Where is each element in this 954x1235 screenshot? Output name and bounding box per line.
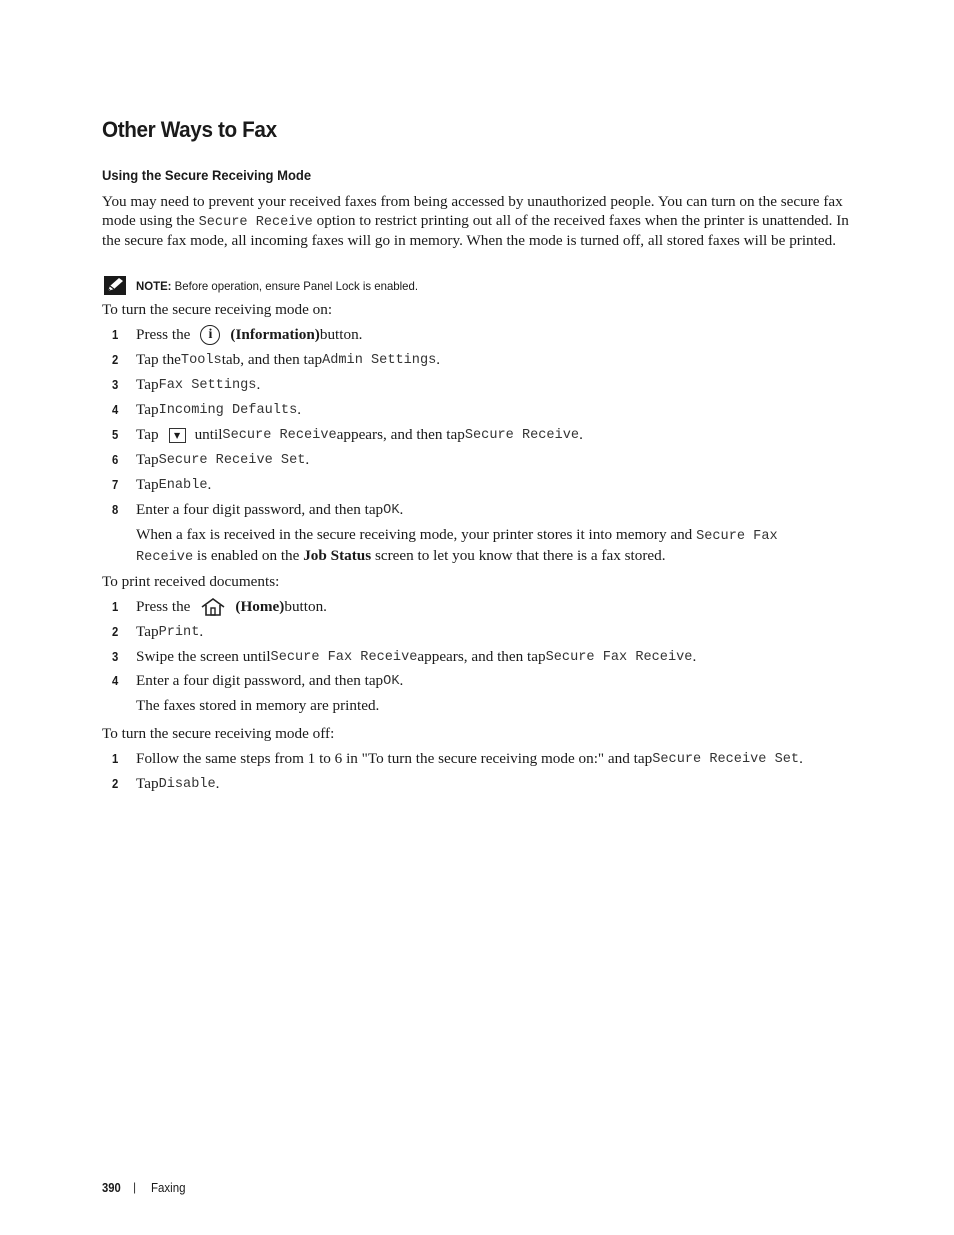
step-text: Follow the same steps from 1 to 6 in "To turn the secure receiving mode on:" and tap [136, 750, 653, 767]
step-text: . [256, 376, 261, 393]
page-title: Other Ways to Fax [102, 117, 277, 142]
step-number: 2 [112, 353, 119, 367]
step-code: Secure Receive Set [652, 751, 800, 767]
print-step-1 [112, 597, 327, 617]
step-number: 1 [112, 328, 119, 342]
step-text: . [297, 401, 302, 418]
result-bold: Job Status [303, 546, 372, 564]
step-code: Secure Receive Set [158, 452, 306, 468]
step-text: . [579, 426, 583, 443]
scroll-down-icon: ▼ [169, 428, 186, 443]
information-icon: i [200, 325, 220, 345]
print-step-2 [112, 622, 203, 642]
result-text: is enabled on the [193, 546, 304, 564]
on-step-8 [112, 500, 403, 520]
note-box [104, 276, 433, 295]
step-number: 4 [112, 674, 119, 688]
step-code: Print [158, 624, 200, 640]
step-text: button. [319, 326, 363, 343]
step-code: Admin Settings [322, 352, 437, 368]
step-text: . [207, 476, 212, 493]
note-label: NOTE: [136, 278, 172, 293]
home-icon [200, 597, 226, 617]
footer-separator: | [133, 1180, 137, 1194]
step-text: Tap [136, 426, 159, 443]
step-text: tab, and then tap [221, 351, 323, 368]
step-text: . [199, 623, 204, 640]
step-code: Secure Fax Receive [270, 649, 418, 665]
on-step-7 [112, 475, 211, 495]
turn-on-lead: To turn the secure receiving mode on: [102, 301, 333, 318]
result-code: Secure Fax Receive [136, 529, 778, 565]
step-code: OK [383, 502, 400, 518]
step-code: Disable [158, 776, 216, 792]
step-code: Secure Receive [222, 427, 337, 443]
intro-text-2: option to restrict printing out all of the received faxes when the printer is unattended. In the secure fax mode, all incoming faxes will go in memory. When the mode is turned off, all stored faxes will be printed. [102, 211, 849, 249]
step-code: Enable [158, 477, 208, 493]
step-text: Tap [136, 623, 159, 640]
print-lead: To print received documents: [102, 573, 280, 590]
pencil-note-icon [104, 276, 126, 295]
result-text: When a fax is received in the secure receiving mode, your printer stores it into memory and [136, 526, 697, 543]
step-number: 7 [112, 478, 119, 492]
step-code: Secure Receive [464, 427, 580, 443]
step-code: Incoming Defaults [158, 402, 298, 418]
step-number: 1 [112, 600, 119, 614]
on-result [136, 526, 836, 567]
step-number: 2 [112, 625, 119, 639]
step-text: appears, and then tap [336, 426, 465, 443]
step-text: . [436, 351, 441, 368]
print-result: The faxes stored in memory are printed. [136, 697, 380, 714]
turn-off-lead: To turn the secure receiving mode off: [102, 725, 335, 742]
step-number: 2 [112, 777, 119, 791]
note-body: Before operation, ensure Panel Lock is enabled. [171, 278, 419, 293]
step-text: . [305, 451, 310, 468]
step-text: Tap [136, 775, 159, 792]
step-number: 8 [112, 503, 119, 517]
print-step-4 [112, 671, 403, 691]
step-text: Tap [136, 401, 159, 418]
on-step-4 [112, 400, 301, 420]
step-number: 3 [112, 650, 119, 664]
step-text: until [194, 426, 223, 443]
step-code: OK [383, 673, 400, 689]
section-heading: Using the Secure Receiving Mode [102, 167, 312, 183]
on-step-1 [112, 325, 362, 345]
step-bold: (Information) [230, 326, 320, 343]
step-text: Tap [136, 451, 159, 468]
page-number: 390 [102, 1181, 121, 1195]
intro-text-1: You may need to prevent your received faxes from being accessed by unauthorized people. You can turn on the secure fax mode using the [102, 193, 843, 229]
intro-paragraph [102, 193, 852, 251]
step-number: 6 [112, 453, 119, 467]
intro-code: Secure Receive [198, 214, 313, 230]
on-step-6 [112, 450, 309, 470]
step-number: 5 [112, 428, 119, 442]
step-text: Enter a four digit password, and then tap [136, 672, 384, 689]
step-text: Tap the [136, 351, 181, 368]
step-text: button. [284, 598, 327, 615]
step-text: . [399, 672, 404, 689]
on-step-3 [112, 375, 260, 395]
step-code: Secure Fax Receive [545, 649, 693, 665]
step-text: . [215, 775, 220, 792]
step-number: 1 [112, 752, 119, 766]
step-code: Tools [180, 352, 222, 368]
step-text: Press the [136, 598, 191, 615]
step-number: 4 [112, 403, 119, 417]
footer-section-name: Faxing [151, 1181, 186, 1195]
step-text: Swipe the screen until [136, 648, 271, 665]
step-text: Press the [136, 326, 191, 343]
print-step-3 [112, 647, 696, 667]
step-text: Tap [136, 376, 159, 393]
on-step-5 [112, 425, 583, 445]
step-text: . [692, 648, 697, 665]
off-step-1 [112, 749, 803, 769]
note-text [136, 279, 418, 293]
step-text: . [399, 501, 404, 518]
step-text: appears, and then tap [417, 648, 546, 665]
step-bold: (Home) [235, 598, 285, 615]
step-number: 3 [112, 378, 119, 392]
result-text: screen to let you know that there is a fax stored. [371, 546, 666, 564]
off-step-2 [112, 774, 219, 794]
step-text: Enter a four digit password, and then tap [136, 501, 384, 518]
step-text: Tap [136, 476, 159, 493]
step-code: Fax Settings [158, 377, 257, 393]
step-text: . [799, 750, 803, 767]
on-step-2 [112, 350, 440, 370]
